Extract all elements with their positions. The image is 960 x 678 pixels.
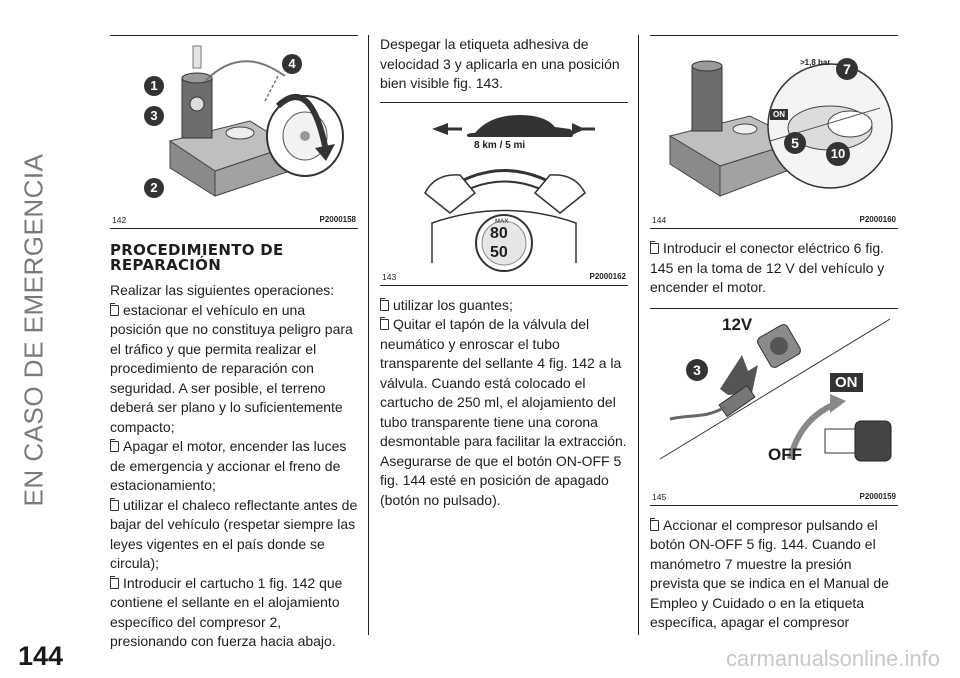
figure-number: 145 <box>652 491 667 502</box>
figure-145 <box>650 308 898 506</box>
column-1 <box>110 35 358 652</box>
list-item: estacionar el vehículo en una posición que no constituya peligro para el tráfico y que permita realizar el procedimiento de reparación con seguridad. A ser posible, el terreno deberá ser plano y lo suficientemente compacto; <box>110 301 353 435</box>
speed-value-top: 80 <box>490 224 508 242</box>
figure-code: P2000158 <box>319 215 356 224</box>
list-item: Accionar el compresor pulsando el botón ON-OFF 5 fig. 144. Cuando el manómetro 7 muestre la presión prevista que se indica en el Manual de Empleo y Cuidado o en la etiqueta específica, apagar el compresor <box>650 516 889 630</box>
pressure-label: >1,8 bar <box>800 58 831 67</box>
column-2 <box>380 35 628 510</box>
checkbox-bullet-icon <box>110 500 119 511</box>
on-badge: ON <box>770 109 788 120</box>
checkbox-bullet-icon <box>650 243 659 254</box>
checkbox-bullet-icon <box>110 578 119 589</box>
connector-ignition-illustration <box>650 309 898 505</box>
compressor-cartridge-illustration <box>110 36 358 228</box>
column-divider <box>638 35 639 635</box>
figure-caption <box>112 215 356 225</box>
figure-caption <box>382 272 626 282</box>
callout-1: 1 <box>144 76 164 96</box>
callout-10: 10 <box>826 142 850 166</box>
speed-distance-label: 8 km / 5 mi <box>474 139 526 151</box>
list-item: utilizar los guantes; <box>380 296 628 316</box>
checkbox-bullet-icon <box>380 300 389 311</box>
callout-3: 3 <box>686 359 708 381</box>
figure-144 <box>650 35 898 229</box>
page-number: 144 <box>18 641 64 671</box>
max-label: MAX <box>495 218 509 225</box>
voltage-label: 12V <box>722 314 753 334</box>
callout-3: 3 <box>144 106 164 126</box>
speed-value-bottom: 50 <box>490 243 508 261</box>
figure-caption <box>652 215 896 225</box>
column-3 <box>650 35 898 633</box>
callout-5: 5 <box>784 132 806 154</box>
off-label: OFF <box>768 444 802 464</box>
list-item: Apagar el motor, encender las luces de emergencia y accionar el freno de estacionamiento; <box>110 438 347 493</box>
callout-2: 2 <box>144 178 164 198</box>
section-title: EN CASO DE EMERGENCIA <box>18 153 49 507</box>
checkbox-bullet-icon <box>110 305 119 316</box>
intro-text: Despegar la etiqueta adhesiva de velocidad 3 y aplicarla en una posición bien visible fig. 143. <box>380 36 620 91</box>
intro-text: Realizar las siguientes operaciones: <box>110 282 335 298</box>
section-heading: PROCEDIMIENTO DE REPARACIÓN <box>110 241 284 274</box>
figure-caption <box>652 492 896 502</box>
checkbox-bullet-icon <box>650 520 659 531</box>
figure-number: 144 <box>652 215 667 225</box>
figure-142 <box>110 35 358 229</box>
list-item: Quitar el tapón de la válvula del neumático y enroscar el tubo transparente del sellante 4 fig. 142 a la válvula. Cuando está colocado el cartucho de 250 ml, el alojamiento del tubo transparente tiene una corona desmontable para facilitar la extracción. Asegurarse de que el botón ON-OFF 5 fig. 144 esté en posición de apagado (botón no pulsado). <box>380 316 627 508</box>
figure-143 <box>380 102 628 286</box>
list-item: utilizar el chaleco reflectante antes de bajar del vehículo (respetar siempre las leyes vigentes en el país donde se circula); <box>110 496 358 571</box>
figure-code: P2000160 <box>859 215 896 224</box>
figure-code: P2000162 <box>589 271 626 281</box>
list-item: Introducir el conector eléctrico 6 fig. 145 en la toma de 12 V del vehículo y encender el motor. <box>650 240 885 295</box>
callout-7: 7 <box>836 58 858 80</box>
on-badge: ON <box>830 373 863 392</box>
column-divider <box>368 35 369 635</box>
watermark: carmanualsonline.info <box>725 646 940 671</box>
list-item: Introducir el cartucho 1 fig. 142 que contiene el sellante en el alojamiento específico del compresor 2, presionando con fuerza hacia abajo. <box>110 574 343 649</box>
figure-code: P2000159 <box>859 491 896 501</box>
checkbox-bullet-icon <box>380 319 389 330</box>
checkbox-bullet-icon <box>110 441 119 452</box>
compressor-manometer-illustration <box>650 36 898 228</box>
callout-4: 4 <box>282 54 302 74</box>
figure-number: 143 <box>382 271 397 282</box>
figure-number: 142 <box>112 215 127 225</box>
